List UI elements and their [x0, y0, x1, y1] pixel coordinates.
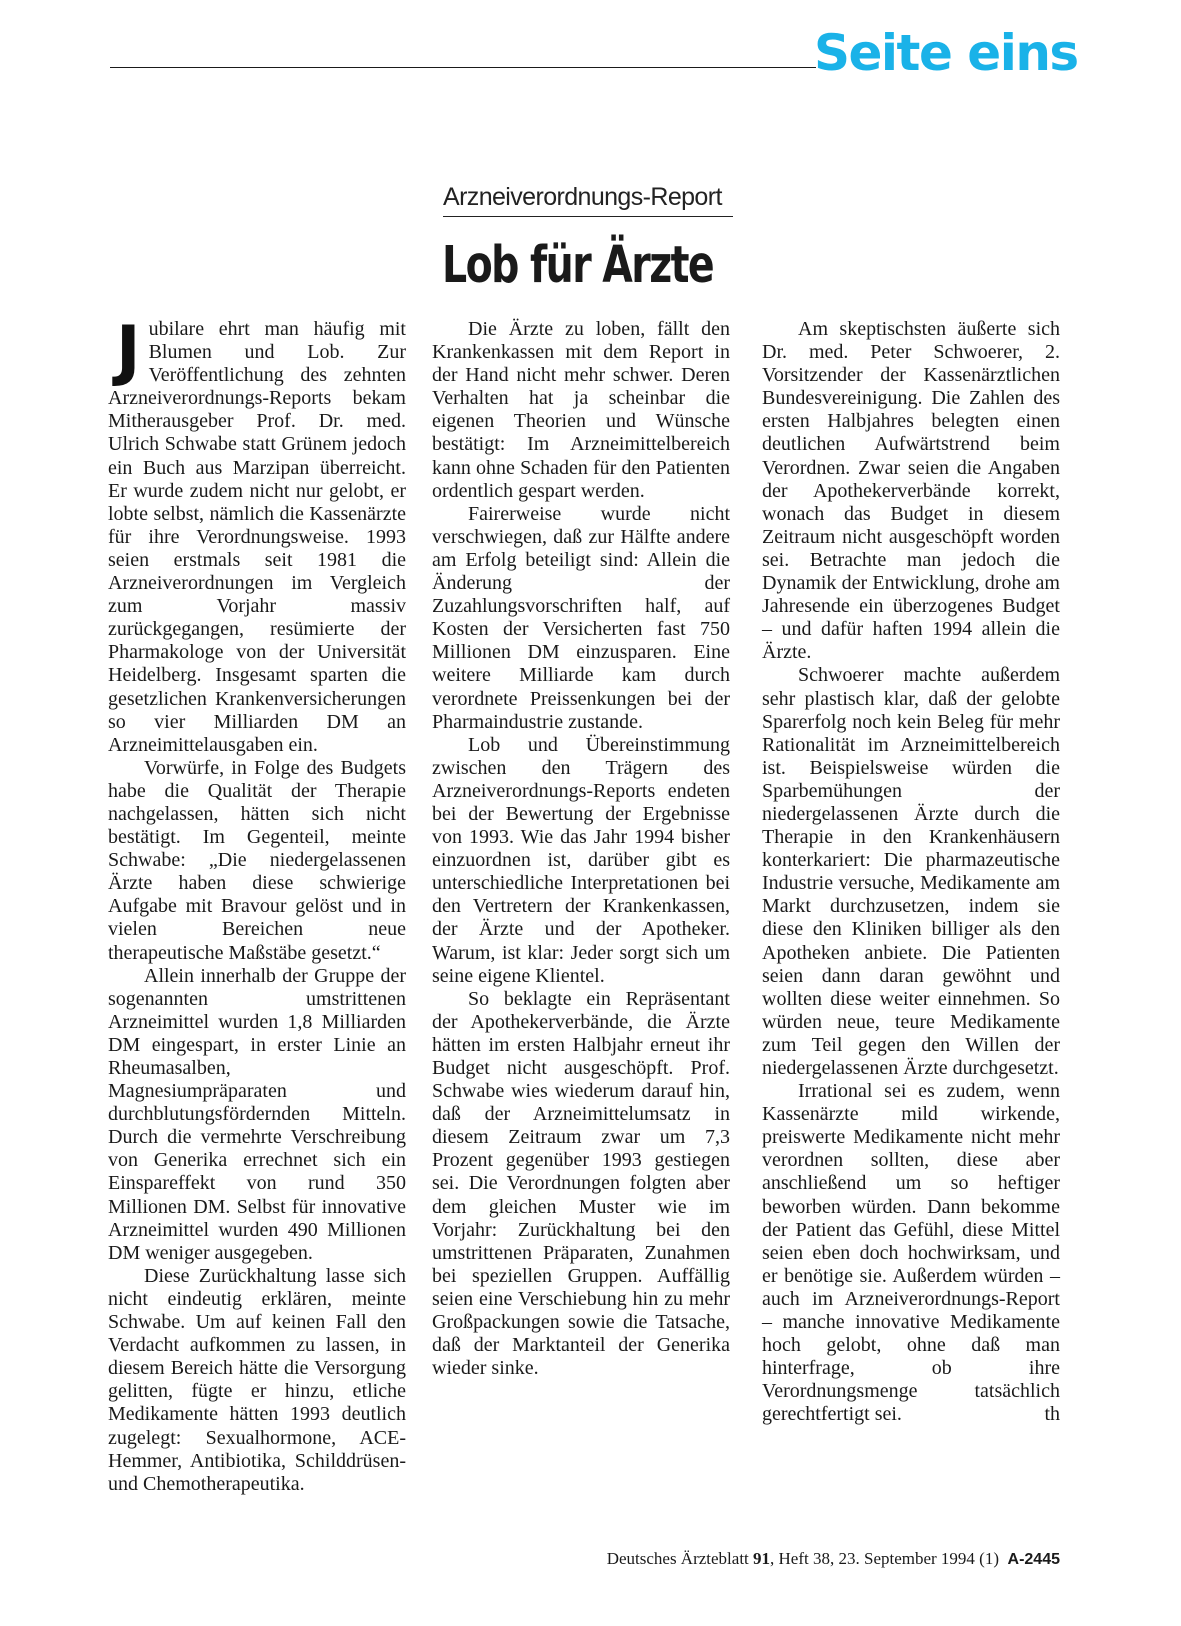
issue-date: , Heft 38, 23. September 1994 (1) [770, 1549, 1000, 1568]
paragraph-text: Irrational sei es zudem, wenn Kassenärzte mild wirkende, preiswerte Medikamente nicht mehr verordnen sollten, diese aber anschließend um so heftiger beworben würden. Dann bekomme der Patient das Gefühl, diese Mittel seien eben doch hochwirksam, und er benötige sie. Außerdem würden – auch im Arzneiverordnungs-Report – manche innovative Medikamente hoch gelobt, ohne daß man hinterfrage, ob ihre Verordnungsmenge tatsächlich gerechtfertigt sei. [762, 1080, 1060, 1426]
paragraph: Fairerweise wurde nicht verschwiegen, daß zur Hälfte andere am Erfolg beteiligt sind: Allein die Änderung der Zuzahlungsvorschriften half, auf Kosten der Versicherten fast 750 Millionen DM einzusparen. Eine weitere Milliarde kam durch verordnete Preissenkungen bei der Pharmaindustrie zustande. [432, 502, 730, 733]
text-column-1 [108, 312, 406, 1496]
section-label: Seite eins [814, 24, 1078, 82]
kicker-underline [443, 216, 733, 217]
paragraph: Die Ärzte zu loben, fällt den Krankenkassen mit dem Report in der Hand nicht mehr schwer. Deren Verhalten hat ja scheinbar die eigenen Theorien und Wünsche bestätigt: Im Arzneimittelbereich kann ohne Schaden für den Patienten ordentlich gespart werden. [432, 318, 730, 502]
article-headline: Lob für Ärzte [442, 236, 714, 295]
paragraph: Am skeptischsten äußerte sich Dr. med. Peter Schwoerer, 2. Vorsitzender der Kassenärztlichen Bundesvereinigung. Die Zahlen des ersten Halbjahres belegten einen deutlichen Aufwärtstrend beim Verordnen. Zwar seien die Angaben der Apothekerverbände korrekt, wonach das Budget in diesem Zeitraum nicht ausgeschöpft worden sei. Betrachte man jedoch die Dynamik der Entwicklung, drohe am Jahresende ein überzogenes Budget – und dafür haften 1994 allein die Ärzte. [762, 318, 1060, 664]
paragraph: Allein innerhalb der Gruppe der sogenannten umstrittenen Arzneimittel wurden 1,8 Milliarden DM eingespart, in erster Linie an Rheumasalben, Magnesiumpräparaten und durchblutungsfördernden Mitteln. Durch die vermehrte Verschreibung von Generika errechnet sich ein Einspareffekt von rund 350 Millionen DM. Selbst für innovative Arzneimittel wurden 490 Millionen DM weniger ausgegeben. [108, 964, 406, 1264]
text-column-3 [762, 318, 1060, 1427]
paragraph: Schwoerer machte außerdem sehr plastisch klar, daß der gelobte Sparerfolg noch kein Beleg für mehr Rationalität im Arzneimittelbereich ist. Beispielsweise würden die Sparbemühungen der niedergelassenen Ärzte durch die Therapie in den Krankenhäusern konterkariert: Die pharmazeutische Industrie versuche, Medikamente am Markt durchzusetzen, indem sie diese den Kliniken billiger als den Apotheken anbiete. Die Patienten seien dann daran gewöhnt und wollten diese weiter einnehmen. So würden neue, teure Medikamente zum Teil gegen den Willen der niedergelassenen Ärzte durchgesetzt. [762, 664, 1060, 1079]
paragraph: Vorwürfe, in Folge des Budgets habe die Qualität der Therapie nachgelassen, hätten sich nicht bestätigt. Im Gegenteil, meinte Schwabe: „Die niedergelassenen Ärzte haben diese schwierige Aufgabe mit Bravour gelöst und in vielen Bereichen neue therapeutische Maßstäbe gesetzt.“ [108, 756, 406, 964]
paragraph: Lob und Übereinstimmung zwischen den Trägern des Arzneiverordnungs-Reports endeten bei der Bewertung der Ergebnisse von 1993. Wie das Jahr 1994 bisher einzuordnen ist, darüber gibt es unterschiedliche Interpretationen bei den Vertretern der Krankenkassen, der Ärzte und der Apotheker. Warum, ist klar: Jeder sorgt sich um seine eigene Klientel. [432, 733, 730, 987]
paragraph [108, 312, 406, 757]
article-kicker: Arzneiverordnungs-Report [443, 183, 722, 211]
paragraph [762, 1080, 1060, 1426]
journal-name: Deutsches Ärzteblatt [606, 1549, 749, 1568]
paragraph: Diese Zurückhaltung lasse sich nicht eindeutig erklären, meinte Schwabe. Um auf keinen Fall den Verdacht aufkommen zu lassen, in diesem Bereich hätte die Versorgung gelitten, fügte er hinzu, etliche Medikamente hätten 1993 deutlich zugelegt: Sexualhormone, ACE-Hemmer, Antibiotika, Schilddrüsen- und Chemotherapeutika. [108, 1264, 406, 1495]
header-rule [110, 67, 816, 68]
page-footer [520, 1548, 1060, 1571]
journal-volume: 91 [753, 1549, 771, 1568]
page-number: A-2445 [1007, 1551, 1060, 1568]
author-initials: th [1044, 1403, 1060, 1426]
paragraph: So beklagte ein Repräsentant der Apothekerverbände, die Ärzte hätten im ersten Halbjahr erneut ihr Budget nicht ausgeschöpft. Prof. Schwabe wies wiederum darauf hin, daß der Arzneimittelumsatz in diesem Zeitraum zwar um 7,3 Prozent gegenüber 1993 gestiegen sei. Die Verordnungen folgten aber dem gleichen Muster wie im Vorjahr: Zurückhaltung bei den umstrittenen Präparaten, Zunahmen bei speziellen Gruppen. Auffällig seien eine Verschiebung hin zu mehr Großpackungen sowie die Tatsache, daß der Marktanteil der Generika wieder sinke. [432, 987, 730, 1380]
drop-cap: J [116, 312, 141, 389]
paragraph-text: ubilare ehrt man häufig mit Blumen und Lob. Zur Veröffentlichung des zehnten Arzneiverordnungs-Reports bekam Mitherausgeber Prof. Dr. med. Ulrich Schwabe statt Grünem jedoch ein Buch aus Marzipan überreicht. Er wurde zudem nicht nur gelobt, er lobte selbst, nämlich die Kassenärzte für ihre Verordnungsweise. 1993 seien erstmals seit 1981 die Arzneiverordnungen im Vergleich zum Vorjahr massiv zurückgegangen, resümierte der Pharmakologe von der Universität Heidelberg. Insgesamt sparten die gesetzlichen Krankenversicherungen so vier Milliarden DM an Arzneimittelausgaben ein. [108, 318, 406, 756]
text-column-2 [432, 318, 730, 1380]
